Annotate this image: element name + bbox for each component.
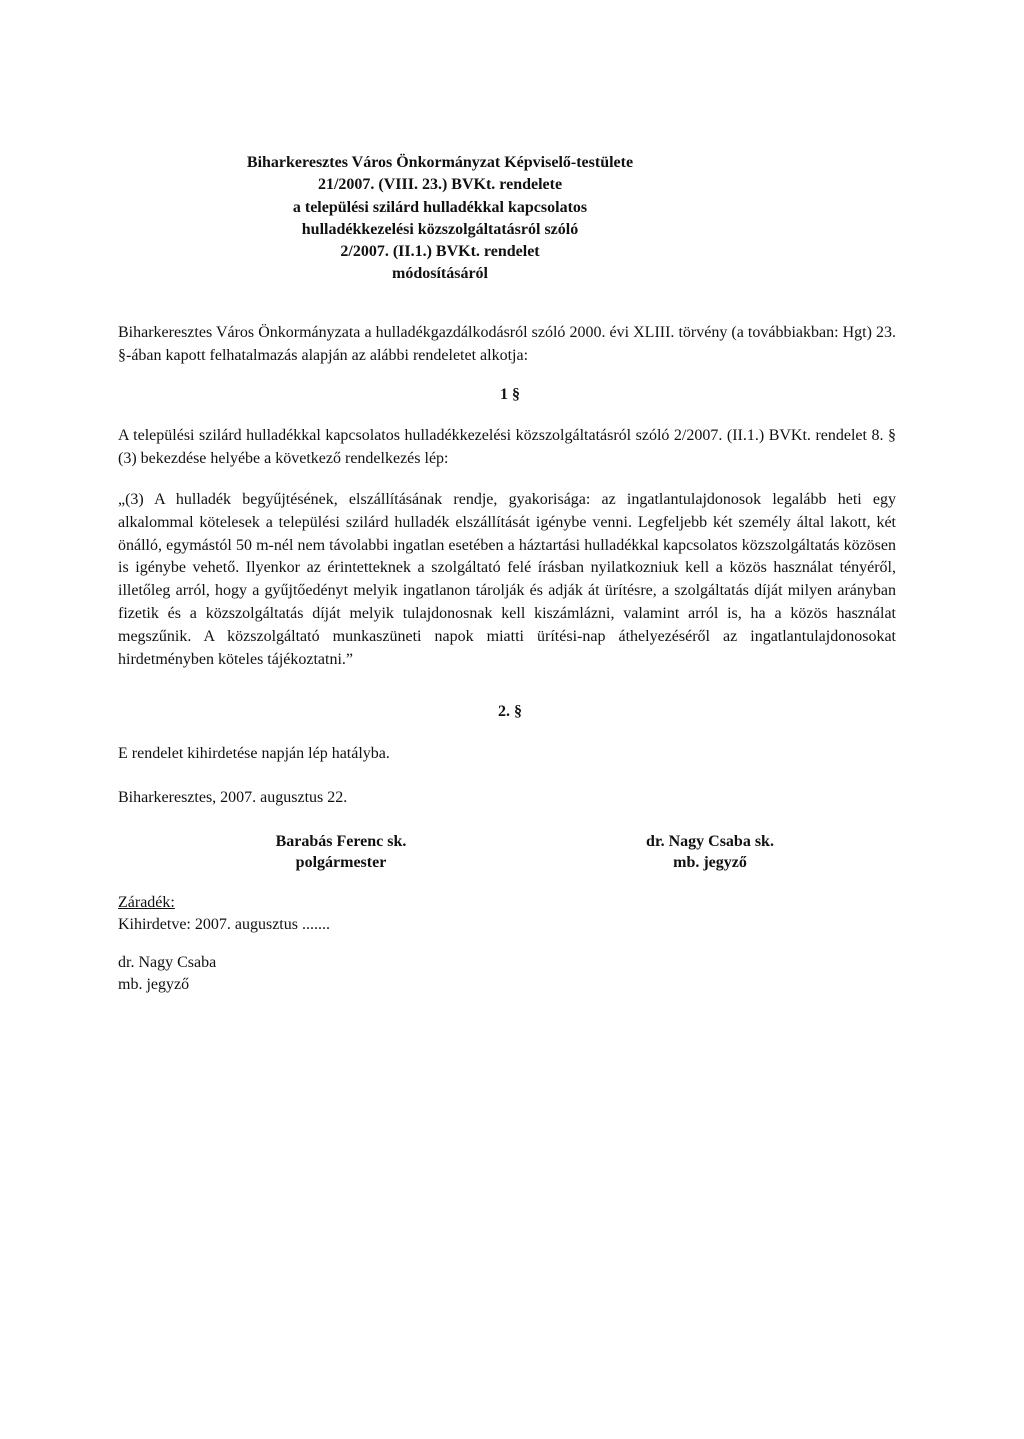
mayor-name: Barabás Ferenc sk. — [275, 833, 407, 850]
header-line-council: Biharkeresztes Város Önkormányzat Képviselő-testülete — [246, 154, 634, 171]
fax-timestamp: 06/09 2007 09:39 FAX 0654541052 — [777, 1399, 1020, 1415]
amendment-paragraph: A települési szilárd hulladékkal kapcsolatos hulladékkezelési közszolgáltatásról szóló 2/2007. (II.1.) BVKt. rendelet 8. § (3) bekezdése helyébe a következő rendelkezés lép: — [118, 427, 896, 467]
notary-signature-name: dr. Nagy Csaba sk. — [646, 833, 774, 850]
fax-header-line — [360, 1396, 1020, 1418]
clause-label: Záradék: — [118, 894, 175, 911]
document-header — [200, 152, 680, 286]
clause-block — [118, 892, 330, 936]
notary-signature-block — [560, 831, 860, 873]
mayor-title: polgármester — [295, 854, 387, 871]
clause-text: Kihirdetve: 2007. augusztus ....... — [118, 916, 330, 933]
section-2-heading: 2. § — [498, 703, 522, 720]
header-line-amended-decree: 2/2007. (II.1.) BVKt. rendelet — [340, 243, 540, 261]
effective-date-text: E rendelet kihirdetése napján lép hatályba. — [118, 745, 390, 762]
header-line-subject-2: hulladékkezelési közszolgáltatásról szóló — [301, 220, 579, 238]
header-line-amendment: módosításáról — [392, 265, 488, 283]
intro-paragraph: Biharkeresztes Város Önkormányzata a hulladékgazdálkodásról szóló 2000. évi XLIII. törvény (a továbbiakban: Hgt) 23. §-ában kapott felhatalmazás alapján az alábbi rendeletet alkotja: — [118, 324, 896, 364]
header-line-decree-number: 21/2007. (VIII. 23.) BVKt. rendelete — [317, 176, 563, 194]
notary-block — [118, 952, 216, 996]
notary-name: dr. Nagy Csaba — [118, 954, 217, 971]
section-1-heading: 1 § — [500, 386, 520, 403]
fax-sender: BKERESZTES P.H. — [360, 1399, 478, 1415]
notary-title: mb. jegyző — [118, 976, 190, 993]
place-and-date: Biharkeresztes, 2007. augusztus 22. — [118, 789, 348, 806]
header-line-subject-1: a települési szilárd hulladékkal kapcsolatos — [292, 198, 588, 216]
quoted-provision: „(3) A hulladék begyűjtésének, elszállításának rendje, gyakorisága: az ingatlantulajdonosok legalább heti egy alkalommal kötelesek a települési szilárd hulladék elszállítását igénybe venni. Legfeljebb két személy által lakott, két önálló, egymástól 50 m-nél nem távolabbi ingatlan esetében a háztartási hulladékkal kapcsolatos közszolgáltatás közösen is igénybe vehető. Ilyenkor az érintetteknek a szolgáltató felé írásban nyilatkozniuk kell a közös használat tényéről, illetőleg arról, hogy a gyűjtőedényt melyik ingatlanon tárolják és adják át ürítésre, a szolgáltatás díját milyen arányban fizetik és a közszolgáltatás díját melyik tulajdonosnak kell kiszámlázni, valamint arról is, ha a közös használat megszűnik. A közszolgáltató munkaszüneti napok miatti ürítési-nap áthelyezéséről az ingatlantulajdonosokat hirdetményben köteles tájékoztatni.” — [118, 491, 896, 668]
notary-signature-title: mb. jegyző — [673, 854, 747, 871]
mayor-signature-block — [191, 831, 491, 873]
